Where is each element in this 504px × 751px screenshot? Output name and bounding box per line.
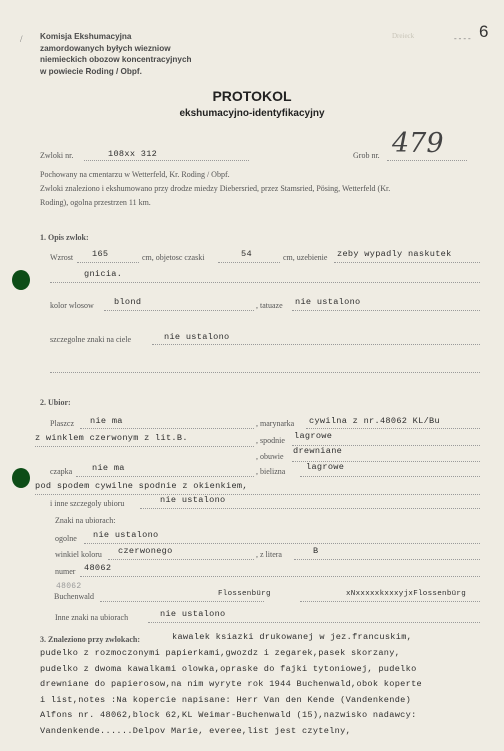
spodnie-label: , spodnie [256, 436, 285, 445]
document-subtitle: ekshumacyjno-identyfikacyjny [179, 108, 325, 119]
org-line: w powiecie Roding / Obpf. [40, 66, 142, 76]
tatuaze-label: , tatuaze [256, 301, 283, 310]
buchenwald-label: Buchenwald [54, 592, 94, 601]
wzrost-value: 165 [92, 249, 109, 259]
org-line: zamordowanych byłych wiezniow [40, 43, 171, 53]
marynarka-continued: z winklem czerwonym z lit.B. [35, 433, 188, 443]
znaki-label: szczegolne znaki na ciele [50, 335, 132, 344]
czaszka-value: 54 [241, 249, 252, 259]
other-camps-crossed: xNxxxxxkxxxyjxFlossenbürg [346, 590, 467, 598]
grob-value-handwritten: 479 [392, 128, 444, 159]
marynarka-label: , marynarka [256, 419, 295, 428]
punch-hole-top [12, 270, 30, 290]
top-right-marks: - - - - [454, 34, 471, 43]
spodnie-value: lagrowe [294, 431, 333, 441]
cm-label-1: cm, objetosc czaski [142, 253, 205, 262]
winkiel-value: czerwonego [118, 546, 173, 556]
found-item-line: kawalek ksiazki drukowanej w jez.francuskim, [172, 632, 413, 642]
marynarka-value: cywilna z nr.48062 KL/Bu [309, 416, 440, 426]
zwloki-label: Zwloki nr. [40, 151, 74, 160]
section-2-heading: 2. Ubior: [40, 398, 71, 407]
top-right-stamp: Dreieck [392, 32, 415, 40]
znaki-value: nie ustalono [164, 332, 230, 342]
numer-label: numer [55, 567, 76, 576]
inne-znaki-value: nie ustalono [160, 609, 226, 619]
plaszcz-value: nie ma [90, 416, 123, 426]
ogolne-label: ogolne [55, 534, 77, 543]
kolor-value: blond [114, 297, 142, 307]
winkiel-label: winkiel koloru [55, 550, 102, 559]
czapka-label: czapka [50, 467, 73, 476]
czapka-value: nie ma [92, 463, 125, 473]
znaki-ubiorach-heading: Znaki na ubiorach: [55, 516, 116, 525]
document-title: PROTOKOL [212, 88, 292, 104]
grob-label: Grob nr. [353, 151, 380, 160]
kolor-label: kolor wlosow [50, 301, 94, 310]
pod-spodem-line: pod spodem cywilne spodnie z okienkiem, [35, 481, 248, 491]
found-item-line: drewniane do papierosow,na nim wyryte rok 1944 Buchenwald,obok koperte [40, 679, 422, 689]
numer-value: 48062 [84, 563, 112, 573]
section-3-heading: 3. Znaleziono przy zwlokach: [40, 635, 140, 644]
section-1-heading: 1. Opis zwlok: [40, 233, 89, 242]
litera-value: B [313, 546, 319, 556]
obuwie-label: , obuwie [256, 452, 284, 461]
uzebienie-value: zeby wypadly naskutek [337, 249, 452, 259]
tatuaze-value: nie ustalono [295, 297, 361, 307]
found-line-1: Zwloki znaleziono i ekshumowano przy drodze miedzy Diebersried, przez Stamsried, Pösing, Wetterfeld (Kr. [40, 184, 391, 193]
organization-header [40, 31, 192, 77]
uzebienie-continued: gnicia. [84, 269, 123, 279]
found-item-line: pudelko z rozmoczonymi papierkami,gwozdz i zegarek,pasek skorzany, [40, 648, 401, 658]
margin-mark: / [20, 34, 23, 44]
flossenburg-value: Flossenbürg [218, 590, 271, 598]
found-item-line: Vandenkende......Delpov Marie, everee,list jest czytelny, [40, 726, 352, 736]
found-item-line: Alfons nr. 48062,block 62,KL Weimar-Buchenwald (15),nazwisko nadawcy: [40, 710, 417, 720]
bielizna-value: lagrowe [306, 462, 345, 472]
inne-szczegoly-label: i inne szczegoly ubioru [50, 499, 125, 508]
bielizna-label: , bielizna [256, 467, 286, 476]
found-item-line: pudelko z dwoma kawalkami olowka,opraske do fajki tytoniowej, pudelko [40, 664, 417, 674]
found-line-2: Roding), ogolna przestrzen 11 km. [40, 198, 151, 207]
found-item-line: i list,notes :Na kopercie napisane: Herr Van den Kende (Vandenkende) [40, 695, 412, 705]
ogolne-value: nie ustalono [93, 530, 159, 540]
numer-value-faint: 48062 [56, 582, 82, 591]
inne-znaki-label: Inne znaki na ubiorach [55, 613, 129, 622]
buried-line: Pochowany na cmentarzu w Wetterfeld, Kr. Roding / Obpf. [40, 170, 230, 179]
org-line: Komisja Ekshumacyjna [40, 32, 132, 41]
inne-szczegoly-value: nie ustalono [160, 495, 226, 505]
litera-label: , z litera [256, 550, 282, 559]
org-line: niemieckich obozow koncentracyjnych [40, 55, 192, 64]
punch-hole-bottom [12, 468, 30, 488]
page-number: 6 [479, 22, 489, 41]
cm-label-2: cm, uzebienie [283, 253, 328, 262]
zwloki-value: 108xx 312 [108, 149, 158, 159]
plaszcz-label: Plaszcz [50, 419, 74, 428]
wzrost-label: Wzrost [50, 253, 74, 262]
obuwie-value: drewniane [293, 446, 343, 456]
